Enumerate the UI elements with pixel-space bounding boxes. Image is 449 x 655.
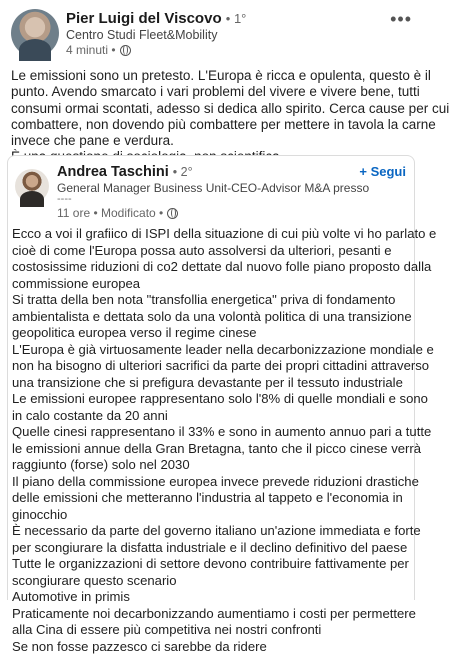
body-line: Si tratta della ben nota "transfollia energetica" priva di fondamento bbox=[12, 292, 412, 309]
comment-line: combattere, non dovendo più combattere per mettere in tavola la carne bbox=[11, 117, 415, 133]
repost-body-text bbox=[12, 226, 412, 655]
body-line: una transizione che si prefigura devastante per il tessuto industriale bbox=[12, 375, 412, 392]
body-line: per scongiurare la disfatta industriale e il declino definitivo del paese bbox=[12, 540, 412, 557]
repost-connection-degree: • 2° bbox=[173, 165, 193, 179]
body-line: geopolitica europea verso il regime cinese bbox=[12, 325, 412, 342]
repost-author-name-text[interactable]: Andrea Taschini bbox=[57, 164, 169, 180]
body-line: scongiurare questo scenario bbox=[12, 573, 412, 590]
body-line: Automotive in primis bbox=[12, 589, 412, 606]
post-timestamp bbox=[66, 43, 131, 57]
body-line: Ecco a voi il grafiico di ISPI della situazione di cui più volte vi ho parlato e bbox=[12, 226, 412, 243]
body-line: L'Europa è già virtuosamente leader nella decarbonizzazione mondiale e bbox=[12, 342, 412, 359]
repost-time-text: 11 ore • Modificato • bbox=[57, 206, 163, 220]
post-header bbox=[0, 0, 422, 64]
globe-icon bbox=[120, 45, 131, 56]
comment-line: Le emissioni sono un pretesto. L'Europa è ricca e opulenta, questo è il bbox=[11, 68, 415, 84]
author-name[interactable] bbox=[66, 10, 246, 27]
body-line: Tutte le organizzazioni di settore devono contribuire fattivamente per bbox=[12, 556, 412, 573]
comment-line: punto. Avendo smarcato i vari problemi del vivere e vivere bene, tutti bbox=[11, 84, 415, 100]
globe-icon bbox=[167, 208, 178, 219]
repost-author-avatar[interactable] bbox=[15, 169, 49, 203]
body-line: in calo costante da 20 anni bbox=[12, 408, 412, 425]
more-options-icon[interactable]: ••• bbox=[390, 9, 412, 30]
body-line: Quelle cinesi rappresentano il 33% e sono in aumento annuo pari a tutte bbox=[12, 424, 412, 441]
body-line: ambientalista e dettata solo da una volontà politica di una transizione bbox=[12, 309, 412, 326]
comment-line: invece che pane e verdura. bbox=[11, 133, 415, 149]
body-line: alla Cina di essere più competitiva nei nostri confronti bbox=[12, 622, 412, 639]
body-line: costosissime riduzioni di co2 dettate dal nuovo folle piano proposto dalla bbox=[12, 259, 412, 276]
body-line: non ha bisogno di ulteriori sacrifici da parte dei propri cittadini attraverso bbox=[12, 358, 412, 375]
repost-author-headline: General Manager Business Unit-CEO-Advisor M&A presso bbox=[57, 181, 369, 195]
body-line: ginocchio bbox=[12, 507, 412, 524]
reposted-card[interactable] bbox=[7, 155, 415, 600]
body-line: le emissioni annue della Gran Bretagna, tanto che il picco cinese verrà bbox=[12, 441, 412, 458]
body-line: raggiunto (forse) solo nel 2030 bbox=[12, 457, 412, 474]
author-avatar[interactable] bbox=[11, 9, 59, 57]
repost-author-headline-cont: ---- bbox=[57, 194, 72, 204]
post-comment-text bbox=[11, 68, 415, 166]
body-line: delle emissioni che metteranno l'industria al tappeto e l'economia in bbox=[12, 490, 412, 507]
body-line: Le emissioni europee rappresentano solo l'8% di quelle mondiali e sono bbox=[12, 391, 412, 408]
author-name-text[interactable]: Pier Luigi del Viscovo bbox=[66, 10, 222, 27]
repost-author-name[interactable] bbox=[57, 164, 193, 180]
body-line: Se non fosse pazzesco ci sarebbe da ridere bbox=[12, 639, 412, 655]
repost-timestamp bbox=[57, 206, 178, 220]
post-time-text: 4 minuti • bbox=[66, 43, 116, 57]
body-line: cioè di come l'Europa possa auto assolversi da ulteriori, pesanti e bbox=[12, 243, 412, 260]
comment-line: consumi ormai scontati, adesso si dedica allo spirito. Cerca cause per cui bbox=[11, 101, 415, 117]
connection-degree: • 1° bbox=[226, 11, 247, 26]
body-line: Il piano della commissione europea invece prevede riduzioni drastiche bbox=[12, 474, 412, 491]
body-line: Praticamente noi decarbonizzando aumentiamo i costi per permettere bbox=[12, 606, 412, 623]
body-line: commissione europea bbox=[12, 276, 412, 293]
body-line: È necessario da parte del governo italiano un'azione immediata e forte bbox=[12, 523, 412, 540]
follow-button[interactable]: + Segui bbox=[359, 164, 406, 179]
author-headline: Centro Studi Fleet&Mobility bbox=[66, 28, 217, 42]
